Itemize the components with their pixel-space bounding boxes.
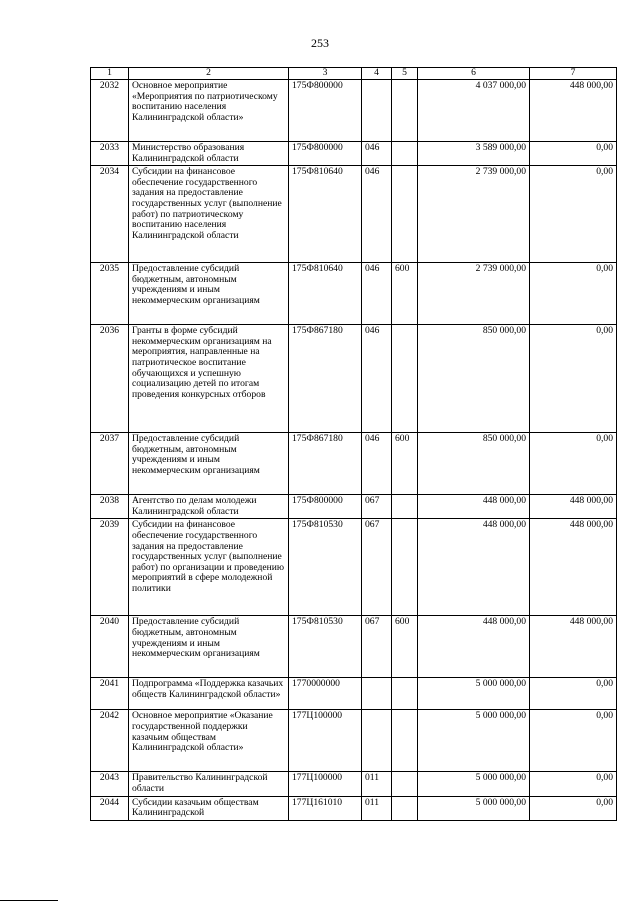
row-code: 177Ц161010 [289,796,362,820]
row-number: 2042 [91,710,129,772]
row-amount-1: 5 000 000,00 [418,772,530,796]
row-name: Гранты в форме субсидий некоммерческим организациям на мероприятия, направленные на патриотическое воспитание обучающихся и успешную социализацию детей по итогам проведения конкурсных отборов [129,325,289,433]
row-dept: 067 [362,616,392,678]
row-code: 175Ф867180 [289,433,362,495]
row-type: 600 [392,263,418,325]
row-amount-2: 448 000,00 [530,495,617,519]
row-amount-1: 448 000,00 [418,495,530,519]
row-number: 2041 [91,678,129,710]
row-amount-1: 4 037 000,00 [418,80,530,142]
table-row [91,263,617,325]
row-type [392,80,418,142]
table-row [91,325,617,433]
row-type [392,142,418,166]
table-row [91,495,617,519]
table-row [91,166,617,263]
row-code: 175Ф800000 [289,80,362,142]
row-amount-2: 0,00 [530,142,617,166]
table-row [91,772,617,796]
column-header: 3 [289,68,362,80]
row-amount-1: 850 000,00 [418,325,530,433]
row-dept: 046 [362,263,392,325]
row-code: 175Ф810530 [289,519,362,616]
row-dept: 046 [362,166,392,263]
row-amount-1: 3 589 000,00 [418,142,530,166]
row-number: 2035 [91,263,129,325]
row-amount-2: 448 000,00 [530,519,617,616]
row-number: 2044 [91,796,129,820]
row-code: 177Ц100000 [289,710,362,772]
row-amount-1: 2 739 000,00 [418,166,530,263]
row-code: 175Ф800000 [289,495,362,519]
row-code: 175Ф810640 [289,166,362,263]
row-dept: 011 [362,772,392,796]
column-header: 2 [129,68,289,80]
row-amount-1: 448 000,00 [418,519,530,616]
row-number: 2036 [91,325,129,433]
row-dept: 046 [362,325,392,433]
row-type [392,519,418,616]
column-header: 6 [418,68,530,80]
row-code: 177Ц100000 [289,772,362,796]
table-row [91,796,617,820]
row-dept: 046 [362,142,392,166]
row-name: Подпрограмма «Поддержка казачьих обществ Калининградской области» [129,678,289,710]
row-name: Правительство Калининградской области [129,772,289,796]
row-amount-1: 5 000 000,00 [418,796,530,820]
row-name: Субсидии казачьим обществам Калининградской [129,796,289,820]
column-header: 4 [362,68,392,80]
row-amount-2: 0,00 [530,325,617,433]
row-name: Субсидии на финансовое обеспечение государственного задания на предоставление государственных услуг (выполнение работ) по организации и проведению мероприятий в сфере молодежной политики [129,519,289,616]
row-amount-2: 0,00 [530,678,617,710]
row-name: Субсидии на финансовое обеспечение государственного задания на предоставление государственных услуг (выполнение работ) по патриотическому воспитанию населения Калининградской области [129,166,289,263]
row-amount-1: 850 000,00 [418,433,530,495]
row-dept: 067 [362,519,392,616]
column-header: 5 [392,68,418,80]
row-amount-2: 448 000,00 [530,616,617,678]
table-row [91,519,617,616]
row-number: 2038 [91,495,129,519]
budget-table [90,67,617,821]
row-type [392,325,418,433]
row-type [392,772,418,796]
row-name: Агентство по делам молодежи Калининградской области [129,495,289,519]
row-amount-1: 5 000 000,00 [418,710,530,772]
row-code: 175Ф810530 [289,616,362,678]
row-amount-2: 0,00 [530,433,617,495]
row-type [392,796,418,820]
row-name: Предоставление субсидий бюджетным, автономным учреждениям и иным некоммерческим организациям [129,263,289,325]
row-dept [362,80,392,142]
row-code: 175Ф810640 [289,263,362,325]
column-header: 1 [91,68,129,80]
row-type [392,166,418,263]
row-name: Основное мероприятие «Оказание государственной поддержки казачьим обществам Калининградской области» [129,710,289,772]
row-code: 175Ф800000 [289,142,362,166]
row-amount-1: 448 000,00 [418,616,530,678]
row-number: 2032 [91,80,129,142]
row-dept: 046 [362,433,392,495]
row-type [392,678,418,710]
table-row [91,616,617,678]
row-name: Предоставление субсидий бюджетным, автономным учреждениям и иным некоммерческим организациям [129,433,289,495]
row-amount-1: 5 000 000,00 [418,678,530,710]
row-type [392,495,418,519]
row-name: Предоставление субсидий бюджетным, автономным учреждениям и иным некоммерческим организациям [129,616,289,678]
row-code: 1770000000 [289,678,362,710]
row-amount-2: 448 000,00 [530,80,617,142]
row-type: 600 [392,616,418,678]
row-dept: 011 [362,796,392,820]
row-number: 2043 [91,772,129,796]
row-name: Министерство образования Калининградской области [129,142,289,166]
row-code: 175Ф867180 [289,325,362,433]
row-amount-2: 0,00 [530,710,617,772]
row-number: 2033 [91,142,129,166]
column-header: 7 [530,68,617,80]
table-header-row [91,68,617,80]
row-number: 2037 [91,433,129,495]
row-amount-2: 0,00 [530,263,617,325]
row-amount-2: 0,00 [530,796,617,820]
row-amount-2: 0,00 [530,166,617,263]
row-dept [362,710,392,772]
table-row [91,80,617,142]
row-type [392,710,418,772]
table-row [91,710,617,772]
row-amount-1: 2 739 000,00 [418,263,530,325]
table-row [91,678,617,710]
page-number: 253 [311,36,329,50]
row-number: 2039 [91,519,129,616]
row-number: 2034 [91,166,129,263]
footer-rule [0,900,58,901]
table-row [91,142,617,166]
row-dept: 067 [362,495,392,519]
table-row [91,433,617,495]
row-number: 2040 [91,616,129,678]
row-type: 600 [392,433,418,495]
row-name: Основное мероприятие «Мероприятия по патриотическому воспитанию населения Калининградской области» [129,80,289,142]
row-dept [362,678,392,710]
row-amount-2: 0,00 [530,772,617,796]
